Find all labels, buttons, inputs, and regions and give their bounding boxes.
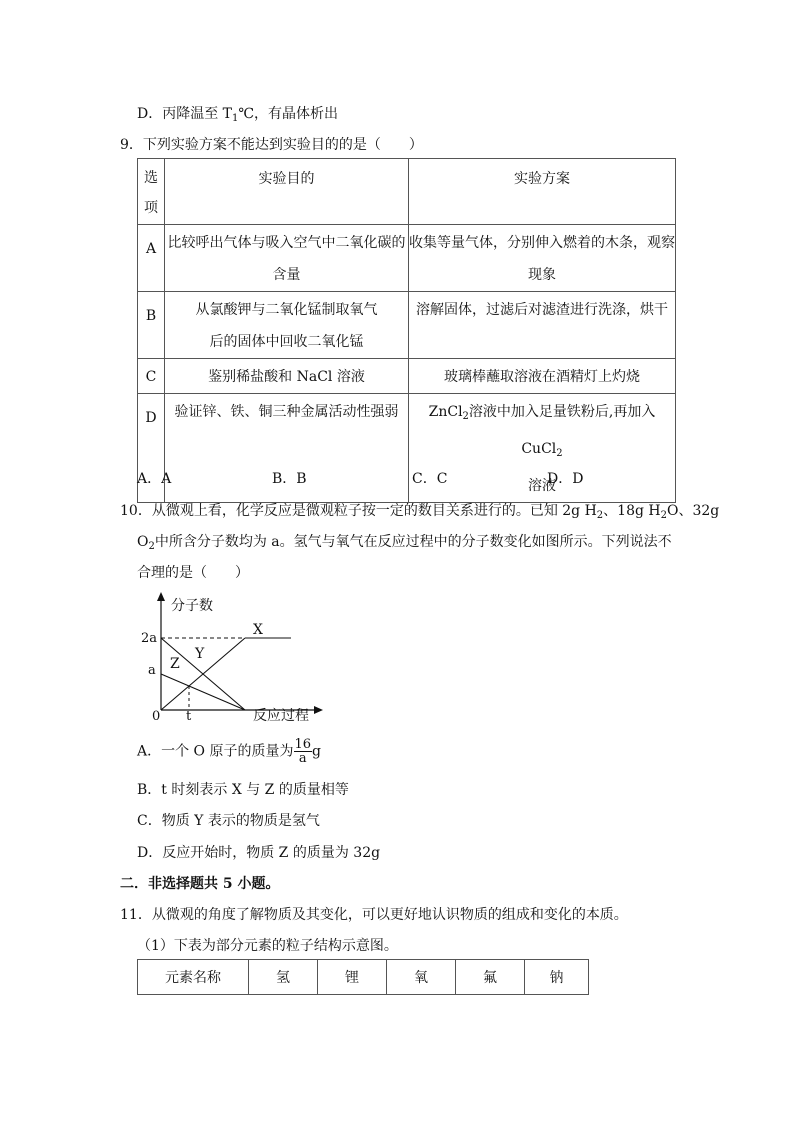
q10-option-b: B．t 时刻表示 X 与 Z 的质量相等 (137, 782, 349, 798)
row-option: D (138, 394, 165, 503)
q9-stem: 9．下列实验方案不能达到实验目的的是（ ） (120, 137, 423, 153)
table-row (138, 394, 676, 503)
tick-t: t (186, 709, 192, 724)
header-element-name: 元素名称 (138, 960, 249, 995)
table-row (138, 359, 676, 394)
q9-answer-b: B．B (272, 471, 307, 487)
label-x: X (253, 622, 263, 638)
tick-a: a (148, 663, 156, 678)
x-axis-arrow (314, 706, 323, 714)
header-oxygen: 氧 (387, 960, 456, 995)
row-option: A (138, 225, 165, 292)
fraction-16-over-a: $\frac{16}{a}$ (294, 737, 312, 766)
tick-2a: 2a (141, 631, 158, 646)
q9-answer-a: A．A (137, 471, 172, 487)
q11-element-table (137, 959, 589, 995)
tick-origin: 0 (152, 709, 161, 724)
y-axis-arrow (157, 592, 165, 601)
row-purpose: 鉴别稀盐酸和 NaCl 溶液 (165, 359, 409, 394)
q10-option-a: A．一个 O 原子的质量为 $\frac{16}{a}$ g (137, 737, 322, 766)
q9-answer-c: C．C (412, 471, 448, 487)
q10-molecule-graph (135, 592, 335, 728)
header-option: 选 项 (138, 159, 165, 225)
q10-stem-line1: 10．从微观上看，化学反应是微观粒子按一定的数目关系进行的。已知 2g $H_2$、18g $H_2O$、32g (120, 503, 720, 521)
row-option: C (138, 359, 165, 394)
q10-stem-line3: 合理的是（ ） (137, 565, 249, 581)
q10-stem-line2: $O_2$中所含分子数均为 a。氢气与氧气在反应过程中的分子数变化如图所示。下列说法不 (137, 534, 672, 552)
line-z (161, 674, 245, 710)
table-header-row (138, 960, 589, 995)
row-plan: 收集等量气体，分别伸入燃着的木条，观察 现象 (409, 225, 676, 292)
row-purpose: 验证锌、铁、铜三种金属活动性强弱 (165, 394, 409, 503)
header-sodium: 钠 (525, 960, 589, 995)
header-fluorine: 氟 (456, 960, 525, 995)
table-row (138, 292, 676, 359)
row-purpose: 从氯酸钾与二氧化锰制取氧气 后的固体中回收二氧化锰 (165, 292, 409, 359)
q10-option-d: D．反应开始时，物质 Z 的质量为 32g (137, 845, 381, 861)
row-plan: ZnCl$_2$溶液中加入足量铁粉后,再加入 CuCl$_2$ 溶液 (409, 394, 676, 503)
x-axis-label: 反应过程 (253, 708, 309, 724)
row-plan: 玻璃棒蘸取溶液在酒精灯上灼烧 (409, 359, 676, 394)
label-y: Y (195, 646, 205, 662)
y-axis-label: 分子数 (171, 598, 213, 614)
row-plan: 溶解固体，过滤后对滤渣进行洗涤，烘干 (409, 292, 676, 359)
section-2-title: 二．非选择题共 5 小题。 (120, 876, 280, 892)
table-header-row (138, 159, 676, 225)
row-purpose: 比较呼出气体与吸入空气中二氧化碳的 含量 (165, 225, 409, 292)
header-plan: 实验方案 (409, 159, 676, 225)
q10-option-c: C．物质 Y 表示的物质是氢气 (137, 813, 320, 829)
header-hydrogen: 氢 (249, 960, 318, 995)
q9-table (137, 158, 676, 503)
header-purpose: 实验目的 (165, 159, 409, 225)
table-row (138, 225, 676, 292)
q11-sub1: （1）下表为部分元素的粒子结构示意图。 (137, 938, 398, 954)
q8-option-d: D．丙降温至 $T_1℃$，有晶体析出 (137, 106, 339, 124)
q11-stem: 11．从微观的角度了解物质及其变化，可以更好地认识物质的组成和变化的本质。 (120, 907, 628, 923)
label-z: Z (170, 656, 180, 672)
header-lithium: 锂 (318, 960, 387, 995)
row-option: B (138, 292, 165, 359)
q9-answer-d: D．D (547, 471, 584, 487)
